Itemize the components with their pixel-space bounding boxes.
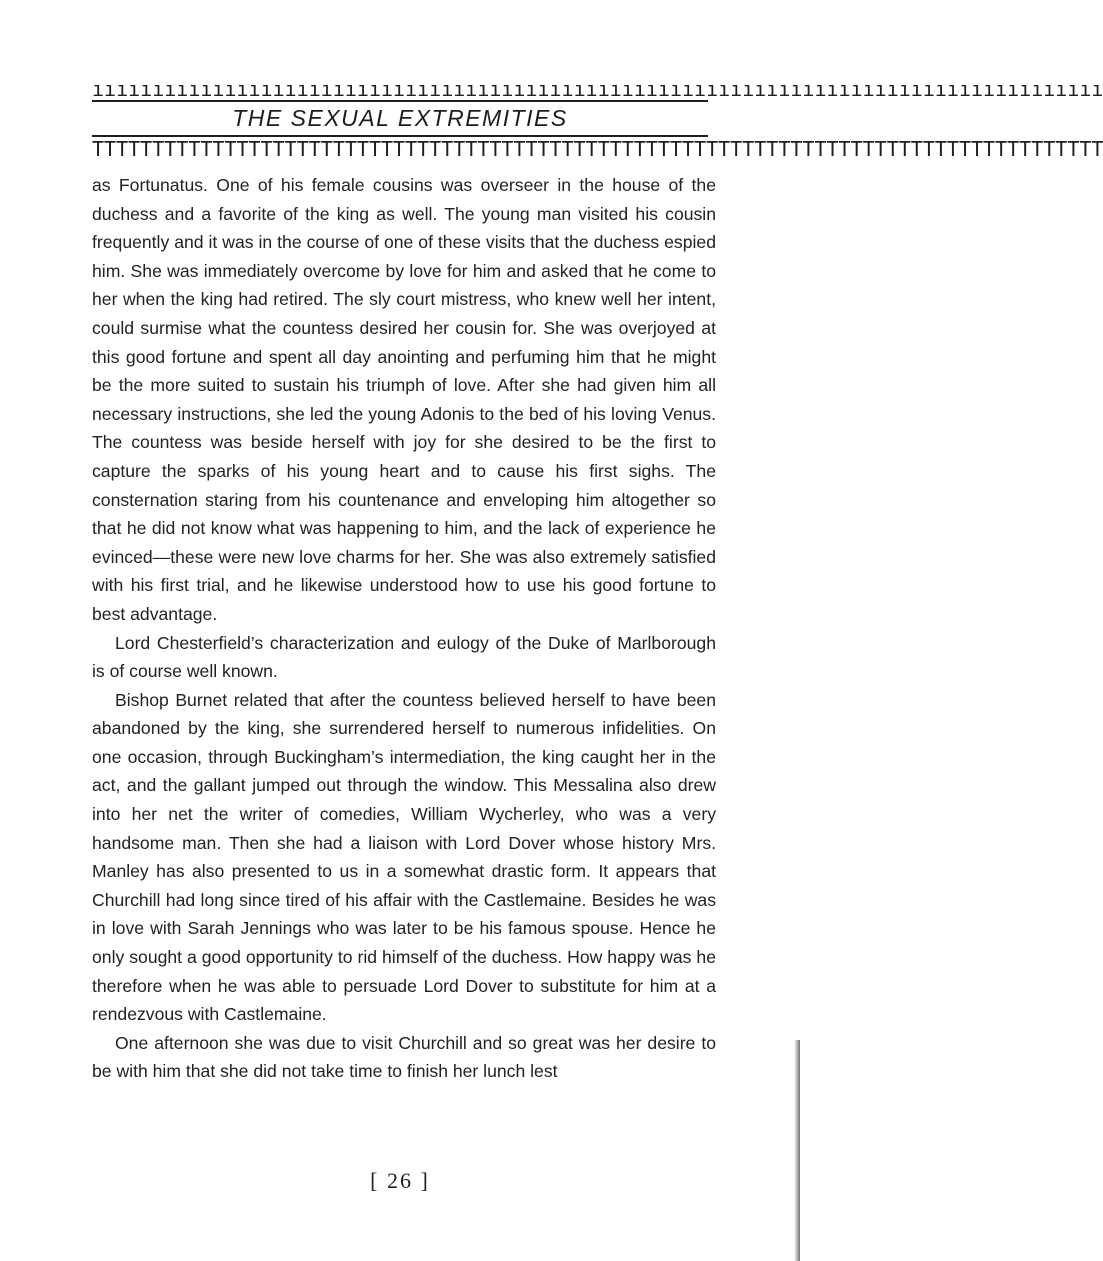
header-ornament-bottom: TTTTTTTTTTTTTTTTTTTTTTTTTTTTTTTTTTTTTTTTTTTTTTTTTTTTTTTTTTTTTTTTTTTTTTTTTTTTTTTTTTTT <box>92 137 1103 161</box>
running-head-title: THE SEXUAL EXTREMITIES <box>232 105 568 131</box>
paragraph: Bishop Burnet related that after the countess believed herself to have been abandoned by the king, she surrendered herself to numerous infidelities. On one occasion, through Buckingham’s intermediation, the king caught her in the act, and the gallant jumped out through the window. This Messalina also drew into her net the writer of comedies, William Wycherley, who was a very handsome man. Then she had a liaison with Lord Dover whose history Mrs. Manley has also presented to us in a somewhat drastic form. It appears that Churchill had long since tired of his affair with the Castlemaine. Besides he was in love with Sarah Jennings who was later to be his famous spouse. Hence he only sought a good opportunity to rid himself of the duchess. How happy was he therefore when he was able to persuade Lord Dover to substitute for him at a rendezvous with Castlemaine. <box>92 689 716 1025</box>
body-text <box>92 171 716 1086</box>
page-edge-shadow <box>794 1040 800 1261</box>
paragraph: Lord Chesterfield’s characterization and eulogy of the Duke of Marlborough is of course well known. <box>92 632 716 682</box>
paragraph: One afternoon she was due to visit Churchill and so great was her desire to be with him that she did not take time to finish her lunch lest <box>92 1032 716 1082</box>
page-number: [ 26 ] <box>370 1168 430 1193</box>
header-ornament-top: ıııııııııııııııııııııııııııııııııııııııııııııııııııııııııııııııııııııııııııııııııııı <box>92 77 1103 101</box>
paragraph: as Fortunatus. One of his female cousins was overseer in the house of the duchess and a favorite of the king as well. The young man visited his cousin frequently and it was in the course of one of these visits that the duchess espied him. She was immediately overcome by love for him and asked that he come to her when the king had retired. The sly court mistress, who knew well her intent, could surmise what the countess desired her cousin for. She was overjoyed at this good fortune and spent all day anointing and perfuming him that he might be the more suited to sustain his triumph of love. After she had given him all necessary instructions, she led the young Adonis to the bed of his loving Venus. The countess was beside herself with joy for she desired to be the first to capture the sparks of his young heart and to cause his first sighs. The consternation staring from his countenance and enveloping him altogether so that he did not know what was happening to him, and the lack of experience he evinced—these were new love charms for her. She was also extremely satisfied with his first trial, and he likewise understood how to use his good fortune to best advantage. <box>92 175 716 624</box>
